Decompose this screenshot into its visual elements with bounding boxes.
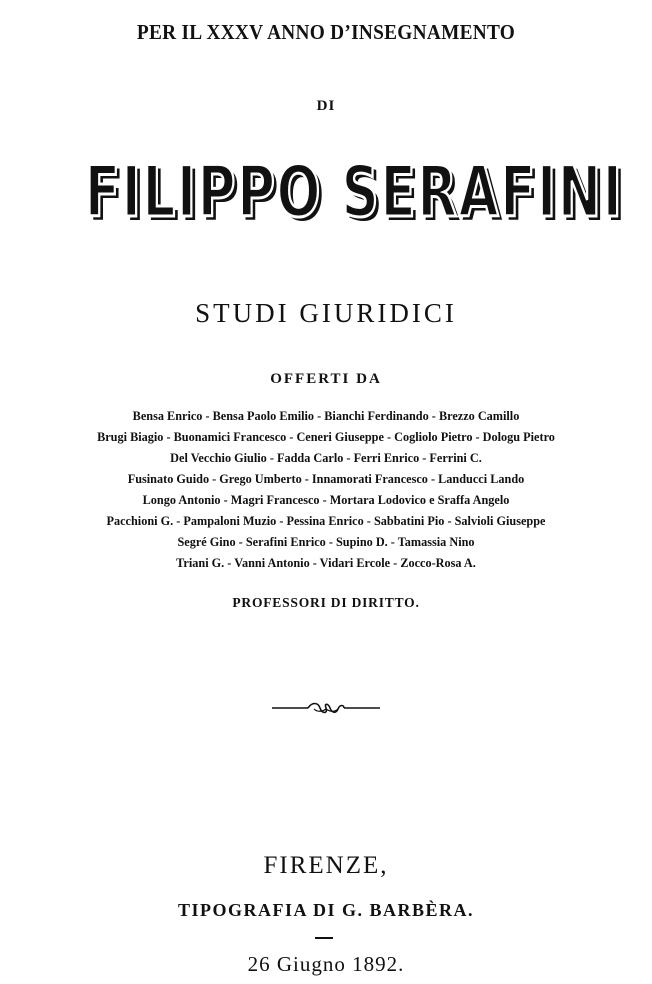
di-line: DI <box>316 98 336 114</box>
offered-by-line: OFFERTI DA <box>270 371 382 387</box>
ornament-divider <box>270 700 382 716</box>
contributors-line: Del Vecchio Giulio - Fadda Carlo - Ferri Enrico - Ferrini C. <box>170 451 482 465</box>
contributors-line: Pacchioni G. - Pampaloni Muzio - Pessina Enrico - Sabbatini Pio - Salvioli Giuseppe <box>106 514 546 528</box>
honoree-name: FILIPPO SERAFINI <box>84 151 624 233</box>
city-line: FIRENZE, <box>263 852 389 879</box>
dedication-line: PER IL XXXV ANNO D’INSEGNAMENTO <box>136 20 516 44</box>
printer-line: TIPOGRAFIA DI G. BARBÈRA. <box>177 900 475 920</box>
contributors-line: Bensa Enrico - Bensa Paolo Emilio - Bianchi Ferdinando - Brezzo Camillo <box>132 409 520 423</box>
work-title: STUDI GIURIDICI <box>195 298 457 328</box>
profession-line: PROFESSORI DI DIRITTO. <box>232 595 420 610</box>
contributors-line: Fusinato Guido - Grego Umberto - Innamorati Francesco - Landucci Lando <box>127 472 525 486</box>
contributors-line: Segré Gino - Serafini Enrico - Supino D. - Tamassia Nino <box>177 535 475 549</box>
contributors-line: Brugi Biagio - Buonamici Francesco - Ceneri Giuseppe - Cogliolo Pietro - Dologu Pietro <box>97 430 555 444</box>
date-line: 26 Giugno 1892. <box>247 952 405 976</box>
contributors-line: Longo Antonio - Magri Francesco - Mortara Lodovico e Sraffa Angelo <box>142 493 510 507</box>
contributors-line: Triani G. - Vanni Antonio - Vidari Ercole - Zocco-Rosa A. <box>176 556 476 570</box>
separator-dash <box>315 937 333 939</box>
